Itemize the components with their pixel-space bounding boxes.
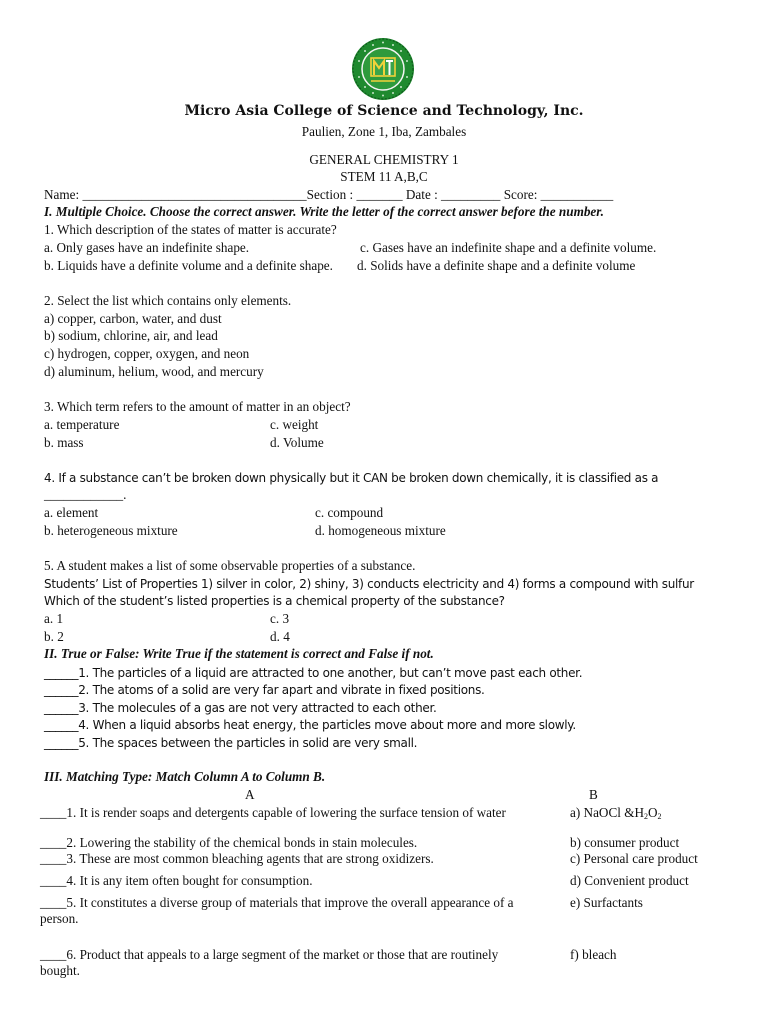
tf-item-3: ______3. The molecules of a gas are not very attracted to each other. [44,701,437,715]
school-name: Micro Asia College of Science and Technology, Inc. [184,103,584,119]
q5-option-c: c. 3 [270,611,290,626]
q3-option-a: a. temperature [44,417,120,432]
q4-stem: 4. If a substance can’t be broken down physically but it CAN be broken down chemically, it is classified as a [44,471,659,485]
q5-property-list: Students’ List of Properties 1) silver in color, 2) shiny, 3) conducts electricity and 4) forms a compound with sulfur [44,577,694,591]
match-b-item-c: c) Personal care product [570,851,698,866]
match-a-item-4: ____4. It is any item often bought for consumption. [40,873,313,888]
match-b-item-a: a) NaOCl $\&H_2O_2$ [570,805,662,821]
q1-option-a: a. Only gases have an indefinite shape. [44,240,250,255]
q2-option-d: d) aluminum, helium, wood, and mercury [44,364,264,379]
q3-stem: 3. Which term refers to the amount of matter in an object? [44,399,351,414]
part2-instruction: II. True or False: Write True if the statement is correct and False if not. [44,646,434,661]
q2-option-b: b) sodium, chlorine, air, and lead [44,328,218,343]
match-b-item-f: f) bleach [570,947,617,962]
column-a-header: A [245,787,255,802]
part3-instruction: III. Matching Type: Match Column A to Column B. [44,769,326,784]
q5-stem: 5. A student makes a list of some observable properties of a substance. [44,558,416,573]
match-b-item-e: e) Surfactants [570,895,643,910]
student-info-line: Name: __________________________________Section : _______ Date : _________ Score: ___________ [44,187,614,202]
q5-option-a: a. 1 [44,611,64,626]
school-address: Paulien, Zone 1, Iba, Zambales [301,124,467,139]
part1-instruction: I. Multiple Choice. Choose the correct answer. Write the letter of the correct answer before the number. [44,204,604,219]
q2-option-a: a) copper, carbon, water, and dust [44,311,222,326]
q5-option-d: d. 4 [270,629,290,644]
q1-stem: 1. Which description of the states of matter is accurate? [44,222,337,237]
match-a-item-6: ____6. Product that appeals to a large segment of the market or those that are routinely bought. [40,947,499,978]
school-seal-logo [351,37,415,101]
q4-option-b: b. heterogeneous mixture [44,523,178,538]
match-a-item-3: ____3. These are most common bleaching agents that are strong oxidizers. [40,851,434,866]
match-a-item-5: ____5. It constitutes a diverse group of materials that improve the overall appearance of a person. [40,895,514,926]
q3-option-d: d. Volume [270,435,324,450]
q3-option-c: c. weight [270,417,319,432]
subject-title: GENERAL CHEMISTRY 1 [309,152,459,167]
match-b-item-b: b) consumer product [570,835,680,850]
q2-option-c: c) hydrogen, copper, oxygen, and neon [44,346,250,361]
q5-question: Which of the student’s listed properties is a chemical property of the substance? [44,594,505,608]
q1-option-c: c. Gases have an indefinite shape and a definite volume. [360,240,657,255]
match-a-item-2: ____2. Lowering the stability of the chemical bonds in stain molecules. [40,835,418,850]
q1-option-b: b. Liquids have a definite volume and a definite shape. [44,258,333,273]
tf-item-2: ______2. The atoms of a solid are very far apart and vibrate in fixed positions. [44,683,485,697]
q1-option-d: d. Solids have a definite shape and a definite volume [357,258,636,273]
q4-blank: ____________. [44,487,127,502]
tf-item-5: ______5. The spaces between the particles in solid are very small. [44,736,418,750]
q2-stem: 2. Select the list which contains only elements. [44,293,292,308]
q4-option-c: c. compound [315,505,384,520]
column-b-header: B [589,787,598,802]
tf-item-1: ______1. The particles of a liquid are attracted to one another, but can’t move past each other. [44,666,583,680]
match-b-item-d: d) Convenient product [570,873,689,888]
q4-option-a: a. element [44,505,99,520]
strand-title: STEM 11 A,B,C [340,169,428,184]
q4-option-d: d. homogeneous mixture [315,523,446,538]
match-a-item-1: ____1. It is render soaps and detergents capable of lowering the surface tension of water [40,805,506,820]
tf-item-4: ______4. When a liquid absorbs heat energy, the particles move about more and more slowly. [44,718,576,732]
q5-option-b: b. 2 [44,629,64,644]
q3-option-b: b. mass [44,435,84,450]
